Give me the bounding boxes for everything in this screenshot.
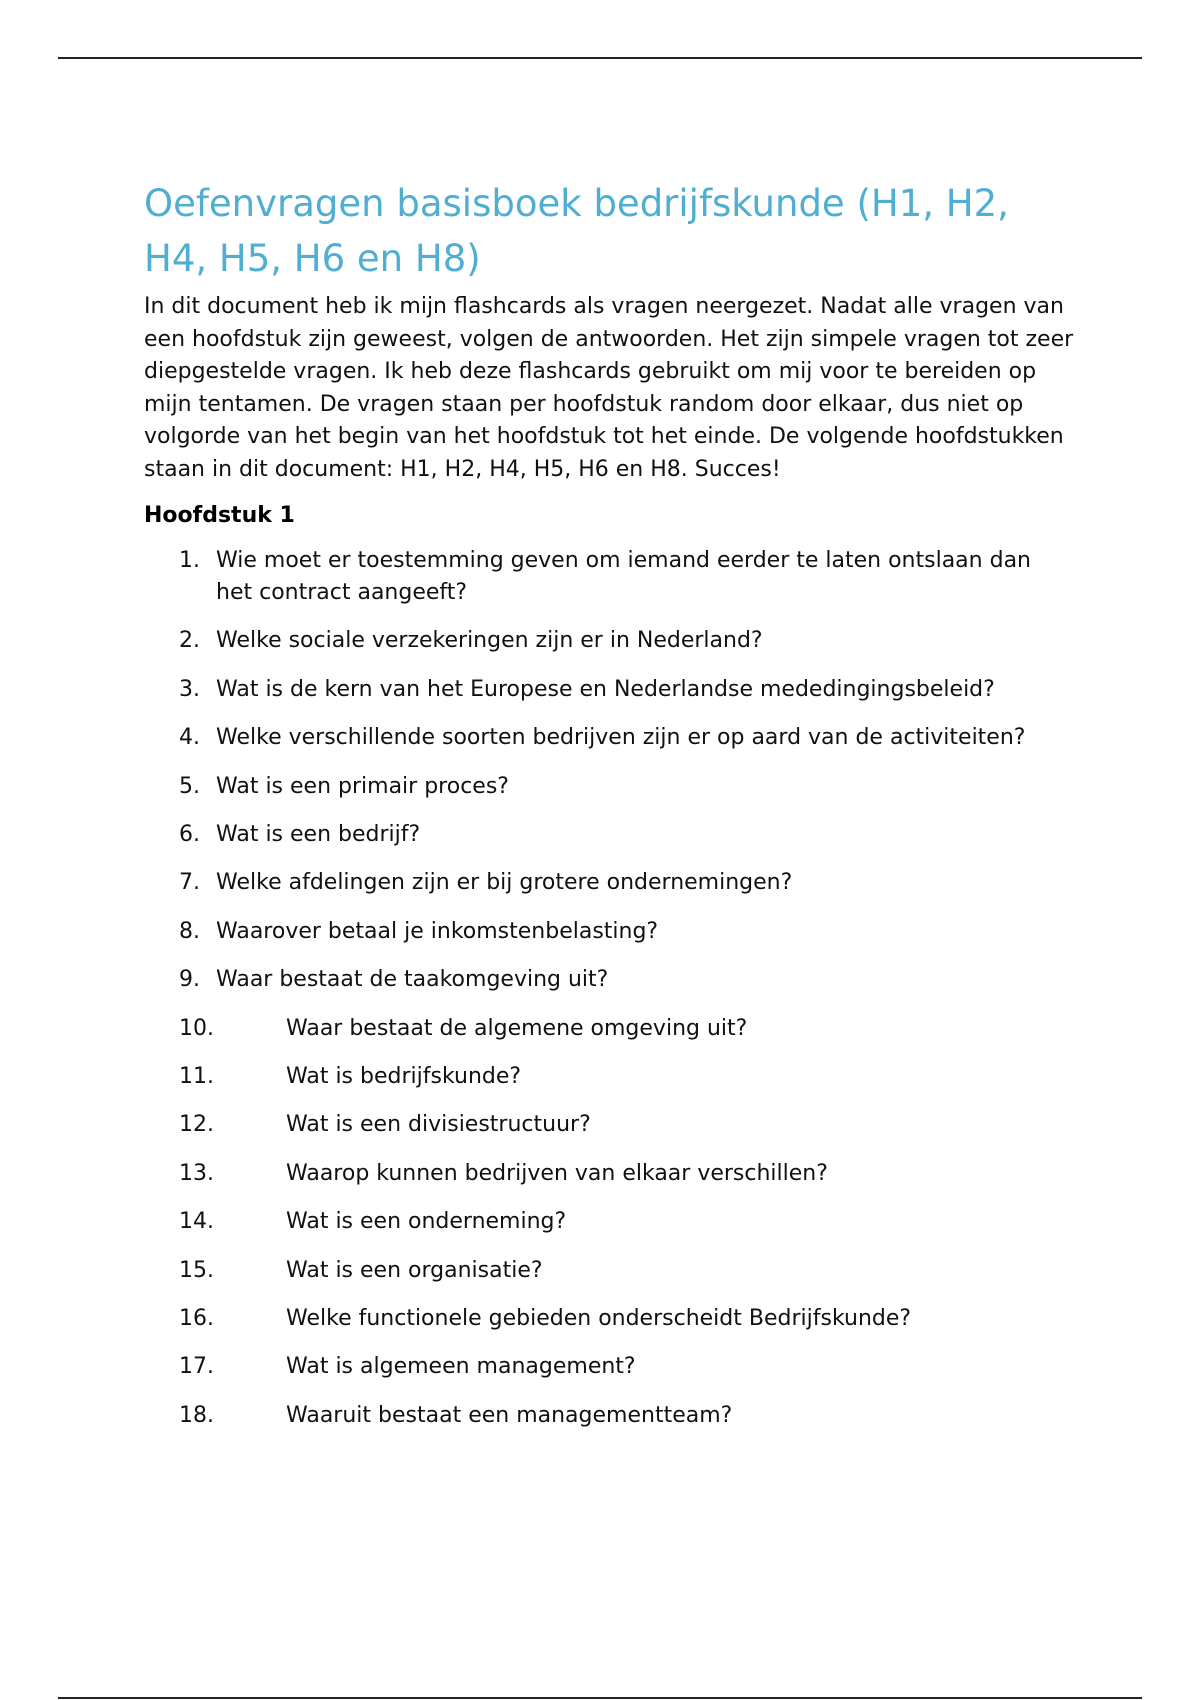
question-text: Waar bestaat de algemene omgeving uit? [286,1015,748,1041]
question-number: 16. [179,1306,214,1332]
question-number: 5. [179,773,200,799]
question-text: Welke functionele gebieden onderscheidt Bedrijfskunde? [286,1306,912,1332]
question-text: Waarover betaal je inkomstenbelasting? [216,918,659,944]
question-number: 12. [179,1112,214,1138]
question-number: 10. [179,1015,214,1041]
question-item [144,819,1074,851]
question-number: 15. [179,1257,214,1283]
question-item [144,1303,1074,1335]
question-item [144,1109,1074,1141]
question-number: 11. [179,1064,214,1090]
question-item [144,964,1074,996]
question-text: Waarop kunnen bedrijven van elkaar verschillen? [286,1160,828,1186]
question-number: 1. [179,547,200,573]
question-number: 9. [179,967,200,993]
question-text: Waaruit bestaat een managementteam? [286,1402,733,1428]
question-text: Welke verschillende soorten bedrijven zijn er op aard van de activiteiten? [216,725,1026,751]
question-text: Wat is een bedrijf? [216,822,421,847]
question-item [144,1013,1074,1045]
question-item [144,1255,1074,1287]
footer-rule [58,1697,1142,1699]
question-text: Wat is de kern van het Europese en Nederlandse mededingingsbeleid? [216,676,995,702]
question-number: 3. [179,676,200,702]
question-number: 18. [179,1402,214,1428]
intro-paragraph: In dit document heb ik mijn flashcards als vragen neergezet. Nadat alle vragen van een hoofdstuk zijn geweest, volgen de antwoorden. Het zijn simpele vragen tot zeer diepgestelde vragen. Ik heb deze flashcards gebruikt om mij voor te bereiden op mijn tentamen. De vragen staan per hoofdstuk random door elkaar, dus niet op volgorde van het begin van het hoofdstuk tot het einde. De volgende hoofdstukken staan in dit document: H1, H2, H4, H5, H6 en H8. Succes! [144,294,1074,482]
document-title: Oefenvragen basisboek bedrijfskunde (H1, H2, H4, H5, H6 en H8) [144,182,1009,280]
question-text: Waar bestaat de taakomgeving uit? [216,967,609,993]
question-item [144,625,1074,657]
question-text: Welke sociale verzekeringen zijn er in Nederland? [216,628,763,654]
question-item [144,867,1074,899]
question-item [144,1158,1074,1190]
question-item [144,674,1074,706]
question-number: 8. [179,918,200,944]
question-text: Wat is een onderneming? [286,1209,567,1235]
question-item [144,916,1074,948]
question-item [144,1206,1074,1238]
question-text: Welke afdelingen zijn er bij grotere ondernemingen? [216,870,793,896]
question-number: 17. [179,1354,214,1380]
question-text: Wat is een primair proces? [216,773,509,799]
question-text: Wat is algemeen management? [286,1354,636,1380]
question-number: 7. [179,870,200,896]
question-number: 6. [179,822,200,847]
question-item [144,1061,1074,1093]
question-text: Wie moet er toestemming geven om iemand eerder te laten ontslaan dan het contract aangeeft? [216,547,1031,605]
question-number: 2. [179,628,200,654]
question-item [144,1351,1074,1383]
question-item [144,545,1074,610]
page-content [144,176,1074,1432]
question-item [144,1400,1074,1432]
chapter-heading: Hoofdstuk 1 [144,502,295,528]
question-text: Wat is bedrijfskunde? [286,1064,522,1090]
header-rule [58,57,1142,59]
question-number: 4. [179,725,200,751]
question-list [144,545,1074,1433]
question-text: Wat is een organisatie? [286,1257,543,1283]
question-item [144,722,1074,754]
question-text: Wat is een divisiestructuur? [286,1112,591,1138]
question-item [144,771,1074,803]
question-number: 14. [179,1209,214,1235]
question-number: 13. [179,1160,214,1186]
